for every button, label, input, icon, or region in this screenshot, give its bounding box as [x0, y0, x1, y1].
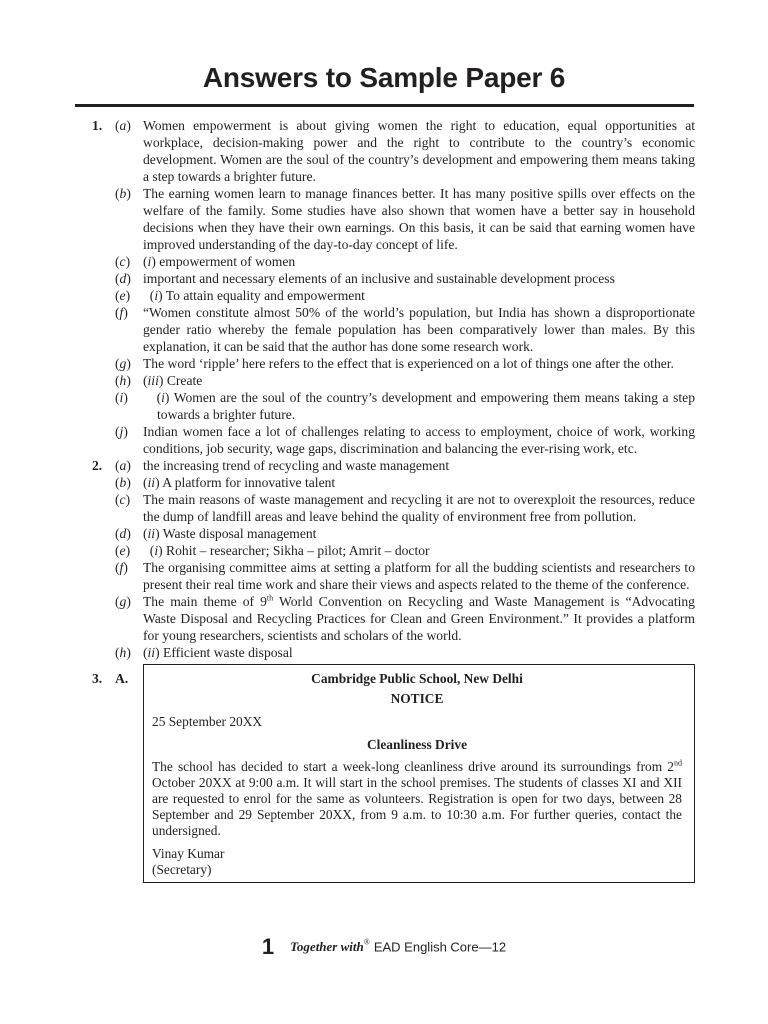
answer-1f: (f) “Women constitute almost 50% of the world’s population, but India has shown a disproportionate gender ratio whereby the female population has been comparatively lower than males. By this explanation, it can be said that the author has done some research work. [115, 305, 695, 354]
answer-1d: (d) important and necessary elements of an inclusive and sustainable development process [115, 271, 615, 286]
option-roman: ii [147, 475, 156, 490]
answer-text-continued: World Convention on Recycling and Waste Management is “Advocating Waste Disposal and Recycling Practices for Clean and Green Environment.” It provides a platform for young researchers, scientists and scholars of the world. [143, 594, 695, 643]
question-number: 3. [92, 671, 103, 686]
answer-text: Indian women face a lot of challenges relating to access to employment, choice of work, working conditions, job security, wage gaps, discrimination and balancing the ever-rising work, etc. [143, 424, 695, 456]
option-roman: i [154, 288, 159, 303]
answer-2e: (e) (i) Rohit – researcher; Sikha – pilot; Amrit – doctor [115, 543, 430, 558]
answer-2d: (d) (ii) Waste disposal management [115, 526, 317, 541]
answer-text: To attain equality and empowerment [165, 288, 365, 303]
answer-2a: 2. (a) the increasing trend of recycling and waste management [92, 458, 450, 473]
answer-2c: (c) The main reasons of waste management and recycling it are not to overexploit the resources, reduce the dump of landfill areas and leave behind the quality of environment free from pollution. [115, 492, 695, 524]
series-name: Together with [290, 939, 364, 954]
option-roman: iii [147, 373, 159, 388]
page-title: Answers to Sample Paper 6 [202, 62, 566, 93]
answer-letter: g [119, 594, 127, 609]
answer-text: The organising committee aims at setting a platform for all the budding scientists and researchers to present their real time work and share their views and aspects related to the theme of the conference. [143, 560, 695, 592]
book-title: EAD English Core—12 [373, 939, 507, 955]
option-roman: ii [147, 526, 156, 541]
answer-letter: h [119, 645, 127, 660]
answer-letter: j [119, 424, 124, 439]
notice-signatory: Vinay Kumar [152, 846, 225, 861]
answer-text: A platform for innovative talent [162, 475, 336, 490]
answer-letter: h [119, 373, 127, 388]
option-roman: i [161, 390, 165, 405]
page-footer [0, 934, 768, 960]
answer-1h: (h) (iii) Create [115, 373, 203, 388]
answer-letter: i [119, 390, 124, 405]
answers-content [75, 117, 695, 883]
answer-text: The earning women learn to manage finances better. It has many positive spills over effects on the welfare of the family. Some studies have also shown that women have a better say in household decisions when they have their own earnings. On this basis, it can be said that earning women have improved understanding of the day-to-day concept of life. [143, 186, 695, 252]
answer-letter: c [119, 254, 126, 269]
question-number: 1. [92, 118, 103, 133]
answer-text: Efficient waste disposal [163, 645, 293, 660]
answer-letter: f [119, 305, 124, 320]
answer-letter: e [119, 288, 126, 303]
answer-1j: (j) Indian women face a lot of challenges relating to access to employment, choice of work, working conditions, job security, wage gaps, discrimination and balancing the ever-rising work, etc. [115, 424, 695, 456]
notice-date: 25 September 20XX [152, 714, 263, 729]
question-number: 2. [92, 458, 103, 473]
answer-letter: b [119, 186, 127, 201]
answer-letter: e [119, 543, 126, 558]
answer-letter: a [119, 118, 127, 133]
answer-text: Women are the soul of the country’s development and empowering them means taking a step towards a brighter future. [157, 390, 695, 422]
answer-text: “Women constitute almost 50% of the world’s population, but India has shown a disproportionate gender ratio whereby the female population has been comparatively lower than males. By this explanation, it can be said that the author has done some research work. [143, 305, 695, 354]
answer-3a [75, 664, 695, 883]
notice-subject: Cleanliness Drive [366, 737, 468, 752]
answer-text: the increasing trend of recycling and waste management [143, 458, 450, 473]
option-roman: ii [147, 645, 156, 660]
answer-letter: c [119, 492, 126, 507]
answer-2h: (h) (ii) Efficient waste disposal [115, 645, 293, 660]
notice-body: The school has decided to start a week-long cleanliness drive around its surroundings from 2nd October 20XX at 9:00 a.m. It will start in the school premises. The students of classes XI and XII are requested to enrol for the same as volunteers. Registration is open for two days, between 28 September and 29 September 20XX, from 9 a.m. to 10:30 a.m. For further queries, contact the undersigned. [152, 758, 682, 838]
answer-letter: b [119, 475, 127, 490]
page-number: 1 [261, 934, 275, 959]
answer-letter: a [119, 458, 127, 473]
answer-1g: (g) The word ‘ripple’ here refers to the effect that is experienced on a lot of things one after the other. [115, 356, 674, 371]
superscript: nd [674, 758, 682, 768]
title-rule [75, 104, 694, 107]
notice-school: Cambridge Public School, New Delhi [311, 671, 523, 686]
notice-box [143, 664, 695, 883]
answer-2f: (f) The organising committee aims at setting a platform for all the budding scientists and researchers to present their real time work and share their views and aspects related to the theme of the conference. [115, 560, 695, 592]
answer-letter: g [119, 356, 127, 371]
answer-text: The word ‘ripple’ here refers to the effect that is experienced on a lot of things one after the other. [143, 356, 674, 371]
answer-1b: (b) The earning women learn to manage finances better. It has many positive spills over effects on the welfare of the family. Some studies have also shown that women have a better say in household decisions when they have their own earnings. On this basis, it can be said that earning women have improved understanding of the day-to-day concept of life. [115, 186, 695, 252]
answer-1e: (e) (i) To attain equality and empowerment [115, 288, 365, 303]
answer-letter: d [119, 526, 127, 541]
answer-letter: f [119, 560, 124, 575]
answer-text: Waste disposal management [162, 526, 317, 541]
registered-mark: ® [363, 937, 370, 947]
answer-1c: (c) (i) empowerment of women [115, 254, 296, 269]
answer-1a: 1. (a) Women empowerment is about giving women the right to education, equal opportunities at workplace, decision-making power and the right to contribute to the country’s economic development. Women are the soul of the country’s development and empowering them means taking a step towards a brighter future. [92, 118, 695, 184]
option-roman: i [147, 254, 152, 269]
notice-designation: (Secretary) [152, 862, 212, 877]
answer-text: The main theme of 9 [143, 594, 267, 609]
superscript: th [266, 593, 274, 603]
answer-text: important and necessary elements of an inclusive and sustainable development process [143, 271, 615, 286]
answer-text: Rohit – researcher; Sikha – pilot; Amrit – doctor [166, 543, 430, 558]
answer-text: Create [166, 373, 203, 388]
answer-letter: d [119, 271, 127, 286]
answer-text: empowerment of women [159, 254, 296, 269]
question-part: A. [115, 671, 129, 686]
notice-heading: NOTICE [390, 691, 444, 706]
answer-text: The main reasons of waste management and recycling it are not to overexploit the resources, reduce the dump of landfill areas and leave behind the quality of environment free from pollution. [143, 492, 695, 524]
option-roman: i [154, 543, 159, 558]
answer-1i: (i) (i) Women are the soul of the country’s development and empowering them means taking a step towards a brighter future. [115, 390, 695, 422]
answer-2g: (g) The main theme of 9th World Convention on Recycling and Waste Management is “Advocating Waste Disposal and Recycling Practices for Clean and Green Environment.” It provides a platform for young researchers, scientists and scholars of the world. [115, 593, 695, 643]
answer-2b: (b) (ii) A platform for innovative talent [115, 475, 336, 490]
answer-text: Women empowerment is about giving women the right to education, equal opportunities at workplace, decision-making power and the right to contribute to the country’s economic development. Women are the soul of the country’s development and empowering them means taking a step towards a brighter future. [143, 118, 695, 184]
